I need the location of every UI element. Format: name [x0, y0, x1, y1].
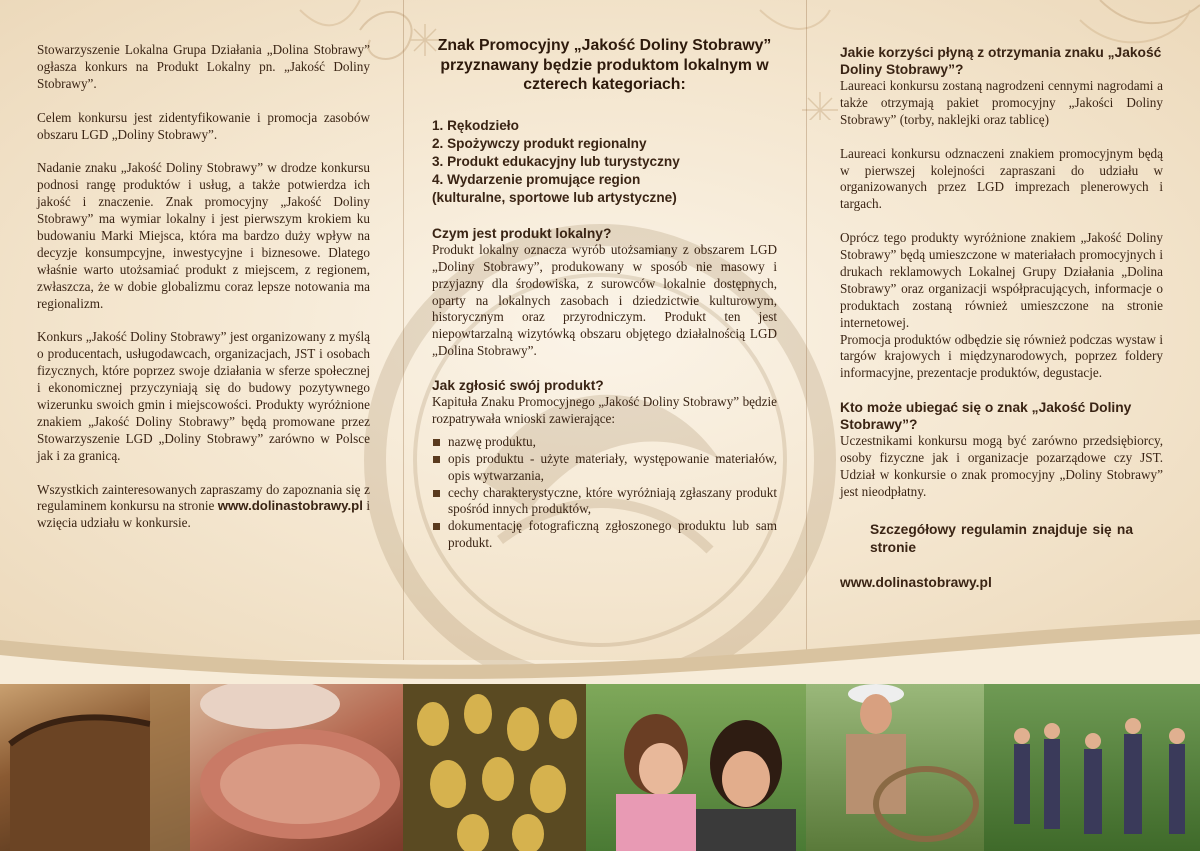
- group-photo: [984, 684, 1200, 851]
- benefits-paragraph: Laureaci konkursu zostaną nagrodzeni cennymi nagrodami a także otrzymają pakiet promocyjny „Jakości Doliny Stobrawy” (torby, naklejki oraz tablicę): [840, 78, 1163, 127]
- ham-photo: [190, 684, 403, 851]
- list-item: nazwę produktu,: [432, 434, 777, 451]
- invitation-paragraph: [37, 482, 370, 533]
- category-item: 1. Rękodzieło: [432, 117, 519, 133]
- benefits-paragraph: Oprócz tego produkty wyróżnione znakiem „Jakość Doliny Stobrawy” będą umieszczone w materiałach promocyjnych i drukach reklamowych Lokalnej Grupy Działania „Dolina Stobrawy” oraz organizacji współpracujących, informacje o produktach zostaną również umieszczone na stronie internetowej.: [840, 230, 1163, 330]
- benefits-paragraph: Laureaci konkursu odznaczeni znakiem promocyjnym będą w pierwszej kolejności zapraszani do udziału w organizowanych przez LGD imprezach plenerowych i targach.: [840, 145, 1163, 212]
- apply-heading: Jak zgłosić swój produkt?: [432, 378, 604, 394]
- regulations-note: Szczegółowy regulamin znajduje się na stronie: [870, 521, 1133, 555]
- contest-paragraph: Konkurs „Jakość Doliny Stobrawy” jest organizowany z myślą o producentach, usługodawcach, organizacjach, JST i osobach fizycznych, które poprzez swoje działania w sferze społecznej i ekonomicznej przyczyniają się do budowy pozytywnego wizerunku swoich gmin i miejscowości. Produkty wyróżnione znakiem „Jakość Doliny Stobrawy” będą promowane przez Stowarzyszenie LGD „Doliny Stobrawy” zarówno w Polsce jak i za granicą.: [37, 329, 370, 463]
- apply-paragraph: Kapituła Znaku Promocyjnego „Jakość Doliny Stobrawy” będzie rozpatrywała wnioski zawierające:: [432, 394, 777, 426]
- fold-line-left: [403, 0, 404, 660]
- list-item: dokumentację fotograficzną zgłoszonego produktu lub sam produkt.: [432, 518, 777, 552]
- who-heading: Kto może ubiegać się o znak „Jakość Doliny Stobrawy”?: [840, 400, 1132, 433]
- bread-photo: [0, 684, 190, 851]
- group-icon: [984, 684, 1200, 851]
- goal-paragraph: Celem konkursu jest zidentyfikowanie i promocja zasobów obszaru LGD „Doliny Stobrawy”.: [37, 109, 370, 142]
- bread-icon: [0, 684, 190, 851]
- regulations-url[interactable]: www.dolinastobrawy.pl: [840, 574, 992, 590]
- middle-panel: [432, 36, 777, 552]
- girls-icon: [586, 684, 806, 851]
- candles-photo: [403, 684, 586, 851]
- local-product-paragraph: Produkt lokalny oznacza wyrób utożsamiany z obszarem LGD „Doliny Stobrawy”, produkowany w sposób nie masowy i przyjazny dla środowiska, z surowców lokalnie dostępnych, oparty na lokalnych zasobach i dziedzictwie kulturowym, historycznym oraz przyrodniczym. Produkt ten jest niepowtarzalną wizytówką obszaru objętego działalnością LGD „Dolina Stobrawy”.: [432, 241, 777, 359]
- fold-line-right: [806, 0, 807, 660]
- photo-strip: [0, 684, 1200, 851]
- ham-icon: [190, 684, 403, 851]
- category-list: [432, 117, 777, 207]
- beeswax-candles-icon: [403, 684, 586, 851]
- category-item: 2. Spożywczy produkt regionalny: [432, 135, 647, 151]
- weaver-photo: [806, 684, 984, 851]
- wave-divider: [0, 600, 1200, 690]
- category-note: (kulturalne, sportowe lub artystyczne): [432, 189, 677, 205]
- weaver-icon: [806, 684, 984, 851]
- invitation-text: Wszystkich zainteresowanych zapraszamy do zapoznania się z regulaminem konkursu na stronie: [37, 481, 370, 514]
- intro-paragraph: Stowarzyszenie Lokalna Grupa Działania „Dolina Stobrawy” ogłasza konkurs na Produkt Lokalny pn. „Jakość Doliny Stobrawy”.: [37, 42, 370, 91]
- middle-title: Znak Promocyjny „Jakość Doliny Stobrawy” przyznawany będzie produktom lokalnym w czterech kategoriach:: [437, 37, 772, 94]
- benefits-heading: Jakie korzyści płyną z otrzymania znaku „Jakość Doliny Stobrawy”?: [840, 45, 1162, 77]
- sign-paragraph: Nadanie znaku „Jakość Doliny Stobrawy” w drodze konkursu podnosi rangę produktów i usług, a także potwierdza ich jakość i znaczenie. Znak promocyjny „Jakość Doliny Stobrawy” ma wymiar lokalny i jest pierwszym krokiem ku budowaniu Marki Miejsca, która ma bardzo duży wpływ na decyzje konsumpcyjne, inwestycyjne i biznesowe. Dlatego właśnie warto utożsamiać produkt z miejscem, z regionem, zwłaszcza, że w dobie globalizmu coraz lepsze notowania ma regionalizm.: [37, 160, 370, 311]
- who-paragraph: Uczestnikami konkursu mogą być zarówno przedsiębiorcy, osoby fizyczne jak i organizacje pozarządowe czy JST. Udział w konkursie o znak promocyjny „Doliny Stobrawy” jest nieodpłatny.: [840, 433, 1163, 499]
- requirements-list: [432, 434, 777, 552]
- benefits-paragraph: Promocja produktów odbędzie się również podczas wystaw i targów krajowych i międzynarodowych, poprzez foldery informacyjne, prezentacje produktów, degustacje.: [840, 331, 1163, 381]
- regulations-link[interactable]: [840, 574, 1163, 592]
- list-item: cechy charakterystyczne, które wyróżniają zgłaszany produkt spośród innych produktów,: [432, 485, 777, 519]
- website-link[interactable]: www.dolinastobrawy.pl: [217, 498, 363, 514]
- local-product-heading: Czym jest produkt lokalny?: [432, 225, 612, 241]
- category-item: 4. Wydarzenie promujące region: [432, 171, 641, 187]
- girls-photo: [586, 684, 806, 851]
- right-panel: [840, 44, 1163, 609]
- left-panel: [37, 42, 370, 549]
- invitation-text-end: i wzięcia udziału w konkursie.: [37, 498, 370, 531]
- category-item: 3. Produkt edukacyjny lub turystyczny: [432, 153, 680, 169]
- list-item: opis produktu - użyte materiały, występowanie materiałów, opis wytwarzania,: [432, 451, 777, 485]
